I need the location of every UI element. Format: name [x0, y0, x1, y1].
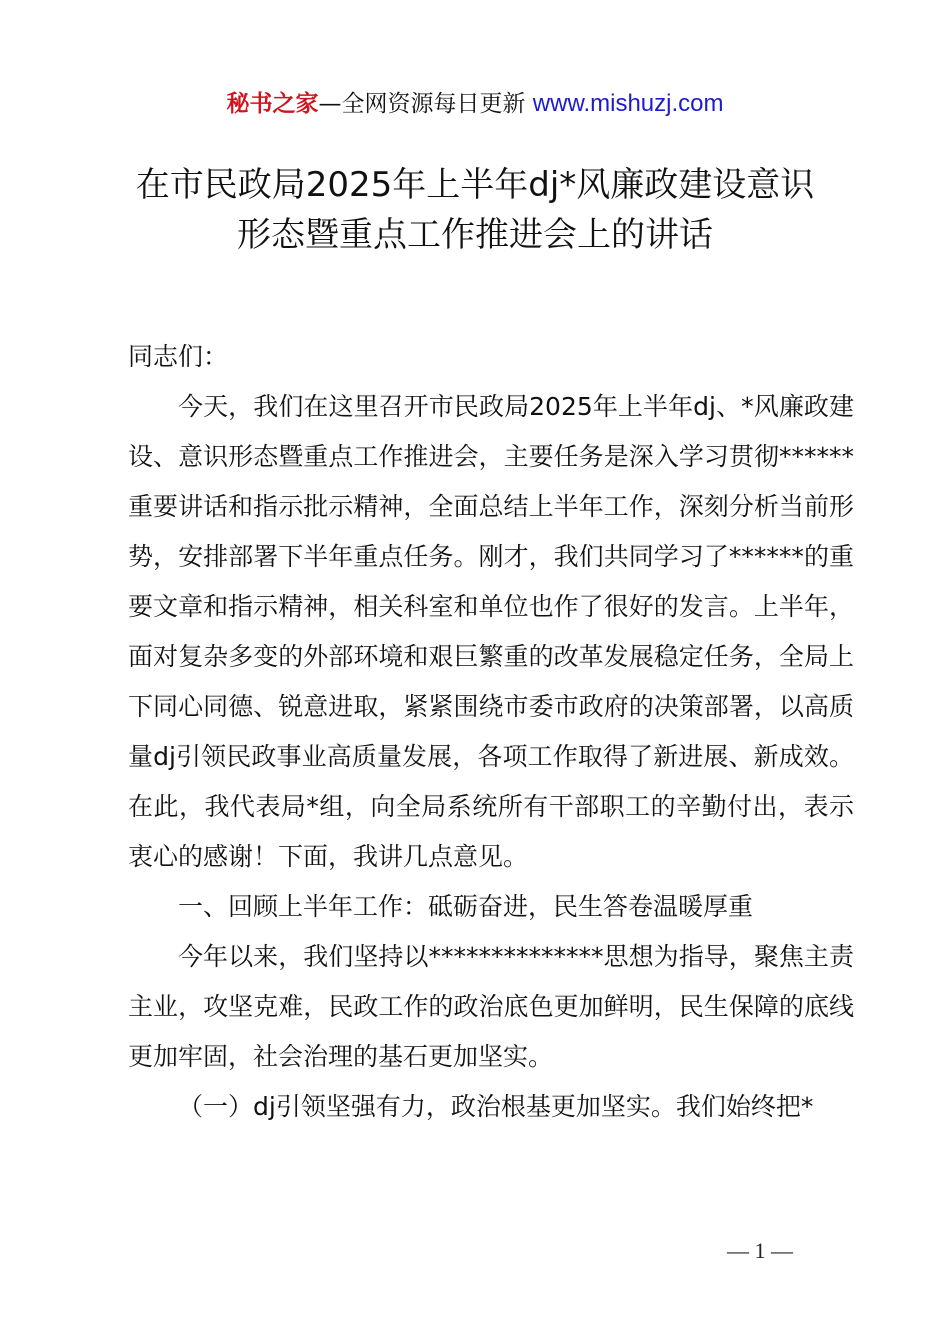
- brand-name: 秘书之家: [226, 91, 319, 117]
- document-body: [128, 332, 854, 1132]
- title-line-1: 在市民政局2025年上半年dj*风廉政建设意识: [135, 165, 815, 205]
- site-header: [0, 88, 950, 120]
- subsection-heading-1: （一）dj引领坚强有力，政治根基更加坚实。我们始终把*: [178, 1092, 814, 1121]
- paragraph-intro: 今天，我们在这里召开市民政局2025年上半年dj、*风廉政建设、意识形态暨重点工作推进会，主要任务是深入学习贯彻******重要讲话和指示批示精神，全面总结上半年工作，深刻分析当前形势，安排部署下半年重点任务。刚才，我们共同学习了******的重要文章和指示精神，相关科室和单位也作了很好的发言。上半年，面对复杂多变的外部环境和艰巨繁重的改革发展稳定任务，全局上下同心同德、锐意进取，紧紧围绕市委市政府的决策部署，以高质量dj引领民政事业高质量发展，各项工作取得了新进展、新成效。在此，我代表局*组，向全局系统所有干部职工的辛勤付出，表示衷心的感谢！下面，我讲几点意见。: [128, 392, 854, 871]
- title-line-2: 形态暨重点工作推进会上的讲话: [237, 215, 713, 255]
- section-heading-1: 一、回顾上半年工作：砥砺奋进，民生答卷温暖厚重: [178, 892, 754, 921]
- document-title: [100, 160, 850, 260]
- paragraph-review: 今年以来，我们坚持以**************思想为指导，聚焦主责主业，攻坚克难，民政工作的政治底色更加鲜明，民生保障的底线更加牢固，社会治理的基石更加坚实。: [128, 942, 854, 1071]
- page-number: — 1 —: [727, 1238, 793, 1263]
- salutation: 同志们：: [128, 342, 229, 371]
- site-url[interactable]: www.mishuzj.com: [532, 90, 724, 117]
- header-tagline: —全网资源每日更新: [318, 91, 533, 117]
